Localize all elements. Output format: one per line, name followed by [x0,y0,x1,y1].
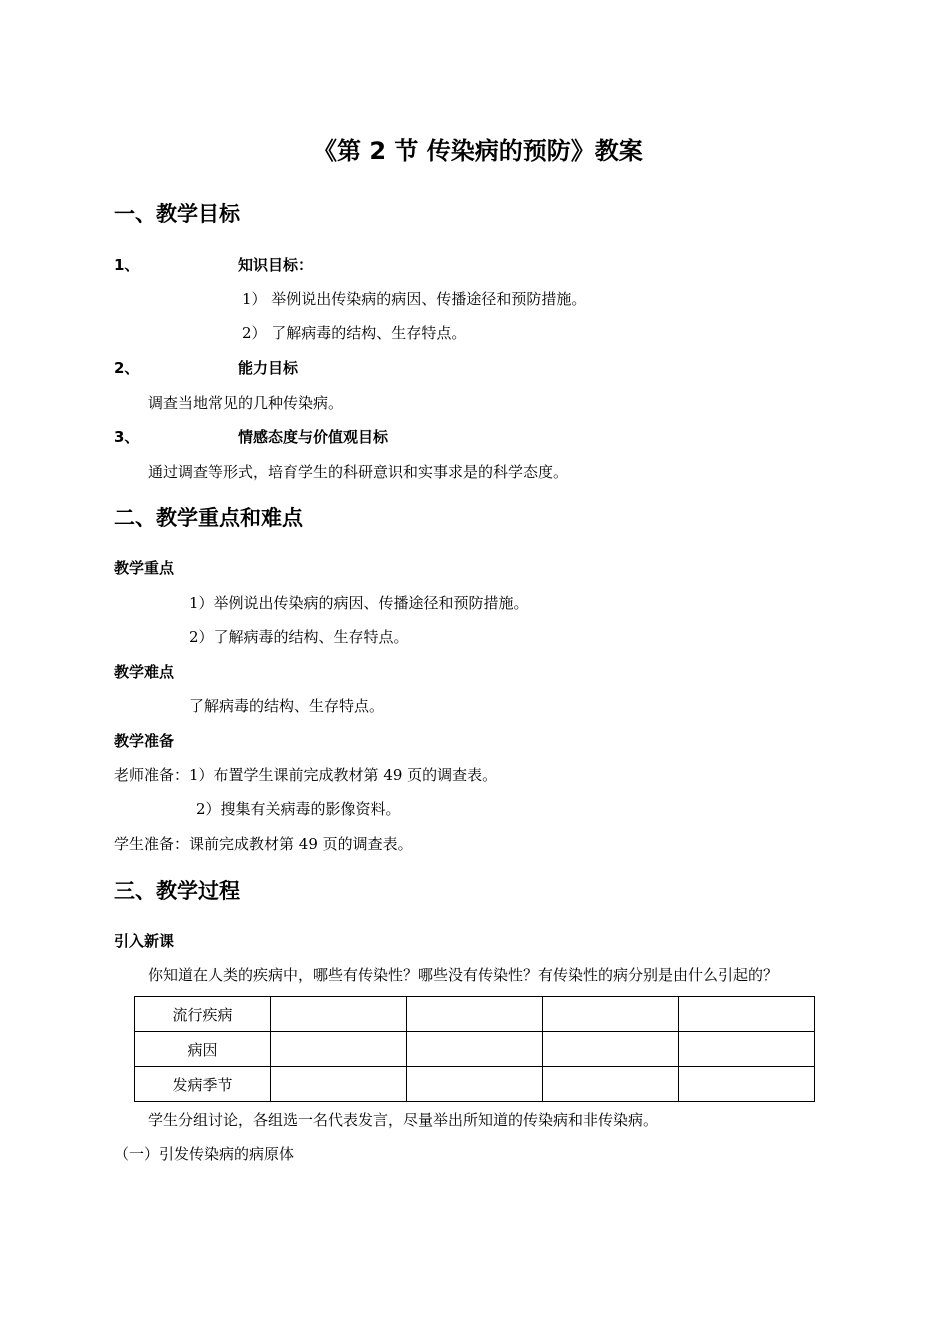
table-row [135,997,815,1032]
student-prep: 学生准备：课前完成教材第 49 页的调查表。 [114,835,413,853]
objective-number-1: 1、 [114,256,140,274]
difficulty-label: 教学难点 [114,663,175,681]
section-heading-objectives: 一、教学目标 [114,202,240,226]
teacher-prep-2: 2）搜集有关病毒的影像资料。 [196,800,401,818]
table-cell [679,1067,815,1102]
table-cell [271,997,407,1032]
table-cell [407,997,543,1032]
key-point-1: 1）举例说出传染病的病因、传播途径和预防措施。 [189,594,529,612]
table-cell [271,1067,407,1102]
table-row [135,1032,815,1067]
table-cell [543,1032,679,1067]
discussion-text: 学生分组讨论，各组选一名代表发言，尽量举出所知道的传染病和非传染病。 [148,1111,659,1129]
disease-survey-table [134,996,815,1102]
table-cell [407,1032,543,1067]
emotion-text: 通过调查等形式，培育学生的科研意识和实事求是的科学态度。 [148,463,569,481]
knowledge-point-2: 2） 了解病毒的结构、生存特点。 [242,324,467,342]
intro-label: 引入新课 [114,932,175,950]
objective-number-2: 2、 [114,359,140,377]
objective-label-knowledge: 知识目标： [238,256,314,274]
teacher-prep-1: 老师准备：1）布置学生课前完成教材第 49 页的调查表。 [114,766,498,784]
section-heading-process: 三、教学过程 [114,879,240,903]
key-points-label: 教学重点 [114,559,175,577]
table-row [135,1067,815,1102]
table-cell [543,1067,679,1102]
document-title: 《第 2 节 传染病的预防》教案 [313,137,643,165]
table-cell [271,1032,407,1067]
subsection-pathogens: （一）引发传染病的病原体 [114,1145,295,1163]
knowledge-point-1: 1） 举例说出传染病的病因、传播途径和预防措施。 [242,290,587,308]
table-row-header: 病因 [135,1032,271,1067]
objective-label-ability: 能力目标 [238,359,299,377]
difficulty-text: 了解病毒的结构、生存特点。 [189,697,385,715]
section-heading-key-points: 二、教学重点和难点 [114,506,303,530]
table-cell [679,997,815,1032]
table-row-header: 发病季节 [135,1067,271,1102]
objective-label-emotion: 情感态度与价值观目标 [238,428,389,446]
table-cell [407,1067,543,1102]
intro-question: 你知道在人类的疾病中，哪些有传染性？哪些没有传染性？有传染性的病分别是由什么引起的？ [148,966,779,984]
table-cell [679,1032,815,1067]
preparation-label: 教学准备 [114,732,175,750]
table-row-header: 流行疾病 [135,997,271,1032]
table-cell [543,997,679,1032]
objective-number-3: 3、 [114,428,140,446]
key-point-2: 2）了解病毒的结构、生存特点。 [189,628,409,646]
ability-text: 调查当地常见的几种传染病。 [148,394,344,412]
